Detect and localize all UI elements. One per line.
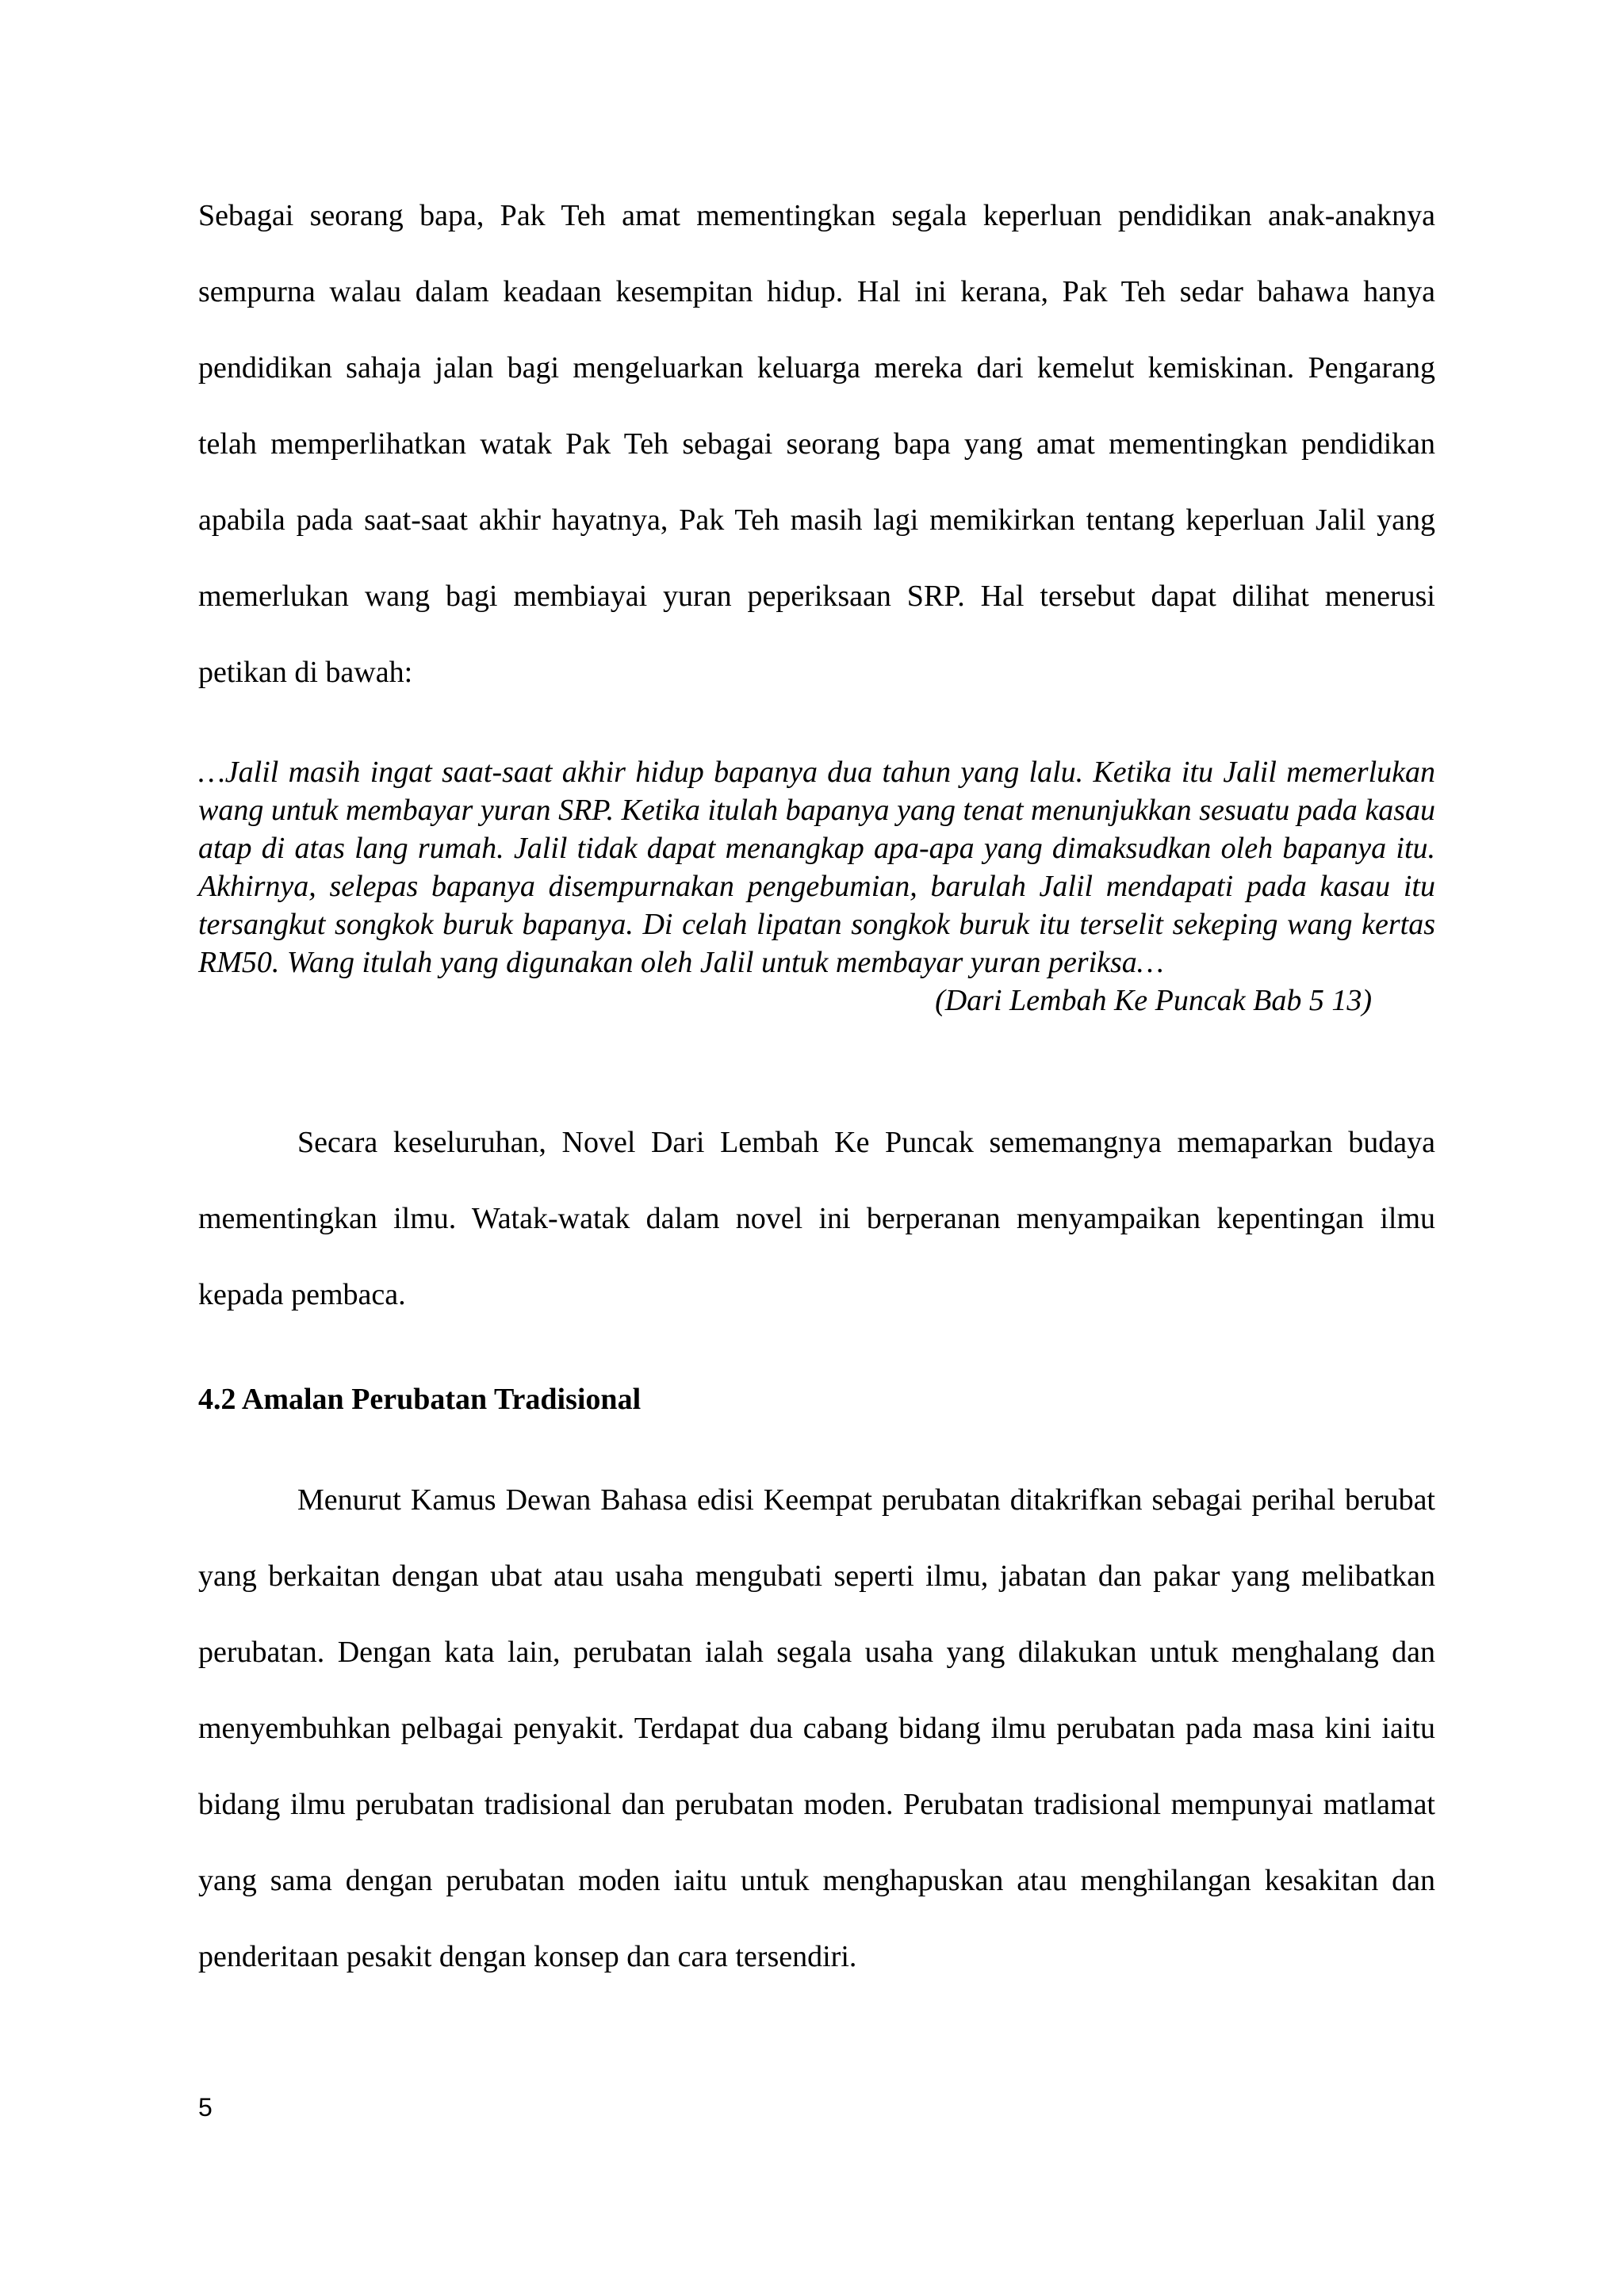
block-quote <box>198 753 1435 1020</box>
quote-source: (Dari Lembah Ke Puncak Bab 5 13) <box>935 984 1372 1017</box>
body-paragraph: Menurut Kamus Dewan Bahasa edisi Keempat perubatan ditakrifkan sebagai perihal berubat yang berkaitan dengan ubat atau usaha mengubati seperti ilmu, jabatan dan pakar yang melibatkan perubatan. Dengan kata lain, perubatan ialah segala usaha yang dilakukan untuk menghalang dan menyembuhkan pelbagai penyakit. Terdapat dua cabang bidang ilmu perubatan pada masa kini iaitu bidang ilmu perubatan tradisional dan perubatan moden. Perubatan tradisional mempunyai matlamat yang sama dengan perubatan moden iaitu untuk menghapuskan atau menghilangan kesakitan dan penderitaan pesakit dengan konsep dan cara tersendiri. <box>198 1483 1435 1973</box>
page-number: 5 <box>198 2093 213 2122</box>
body-paragraph: Sebagai seorang bapa, Pak Teh amat mementingkan segala keperluan pendidikan anak-anaknya sempurna walau dalam keadaan kesempitan hidup. Hal ini kerana, Pak Teh sedar bahawa hanya pendidikan sahaja jalan bagi mengeluarkan keluarga mereka dari kemelut kemiskinan. Pengarang telah memperlihatkan watak Pak Teh sebagai seorang bapa yang amat mementingkan pendidikan apabila pada saat-saat akhir hayatnya, Pak Teh masih lagi memikirkan tentang keperluan Jalil yang memerlukan wang bagi membiayai yuran peperiksaan SRP. Hal tersebut dapat dilihat menerusi petikan di bawah: <box>198 199 1435 689</box>
section-heading: 4.2 Amalan Perubatan Tradisional <box>198 1383 642 1416</box>
quote-text: …Jalil masih ingat saat-saat akhir hidup bapanya dua tahun yang lalu. Ketika itu Jalil memerlukan wang untuk membayar yuran SRP. Ketika itulah bapanya yang tenat menunjukkan sesuatu pada kasau atap di atas lang rumah. Jalil tidak dapat menangkap apa-apa yang dimaksudkan oleh bapanya itu. Akhirnya, selepas bapanya disempurnakan pengebumian, barulah Jalil mendapati pada kasau itu tersangkut songkok buruk bapanya. Di celah lipatan songkok buruk itu terselit sekeping wang kertas RM50. Wang itulah yang digunakan oleh Jalil untuk membayar yuran periksa… <box>198 756 1435 979</box>
body-paragraph: Secara keseluruhan, Novel Dari Lembah Ke Puncak sememangnya memaparkan budaya mementingkan ilmu. Watak-watak dalam novel ini berperanan menyampaikan kepentingan ilmu kepada pembaca. <box>198 1126 1435 1311</box>
